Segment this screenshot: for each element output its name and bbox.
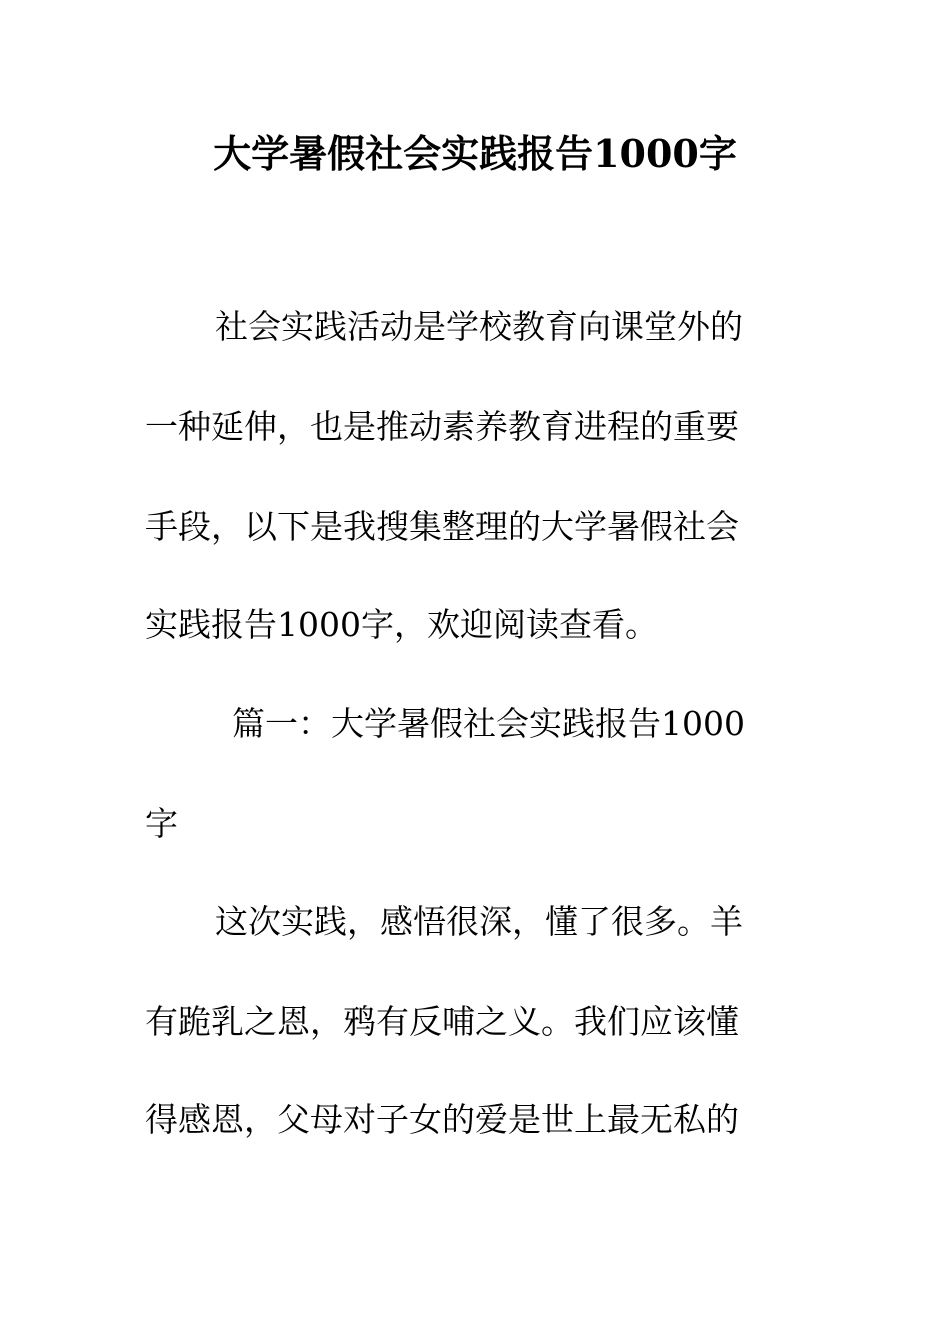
paragraph-1-line-3: 手段，以下是我搜集整理的大学暑假社会	[145, 507, 739, 546]
paragraph-2-line-1: 这次实践，感悟很深，懂了很多。羊	[215, 902, 743, 941]
section-heading-line-2: 字	[145, 804, 178, 843]
paragraph-2-line-2: 有跪乳之恩，鸦有反哺之义。我们应该懂	[145, 1002, 739, 1041]
paragraph-1-line-1: 社会实践活动是学校教育向课堂外的	[215, 307, 743, 346]
document-title: 大学暑假社会实践报告1000字	[213, 131, 737, 176]
paragraph-1-line-2: 一种延伸，也是推动素养教育进程的重要	[145, 407, 739, 446]
paragraph-2-line-3: 得感恩，父母对子女的爱是世上最无私的	[145, 1100, 739, 1139]
section-heading-line-1: 篇一：大学暑假社会实践报告1000	[232, 704, 745, 743]
paragraph-1-line-4: 实践报告1000字，欢迎阅读查看。	[145, 605, 658, 644]
